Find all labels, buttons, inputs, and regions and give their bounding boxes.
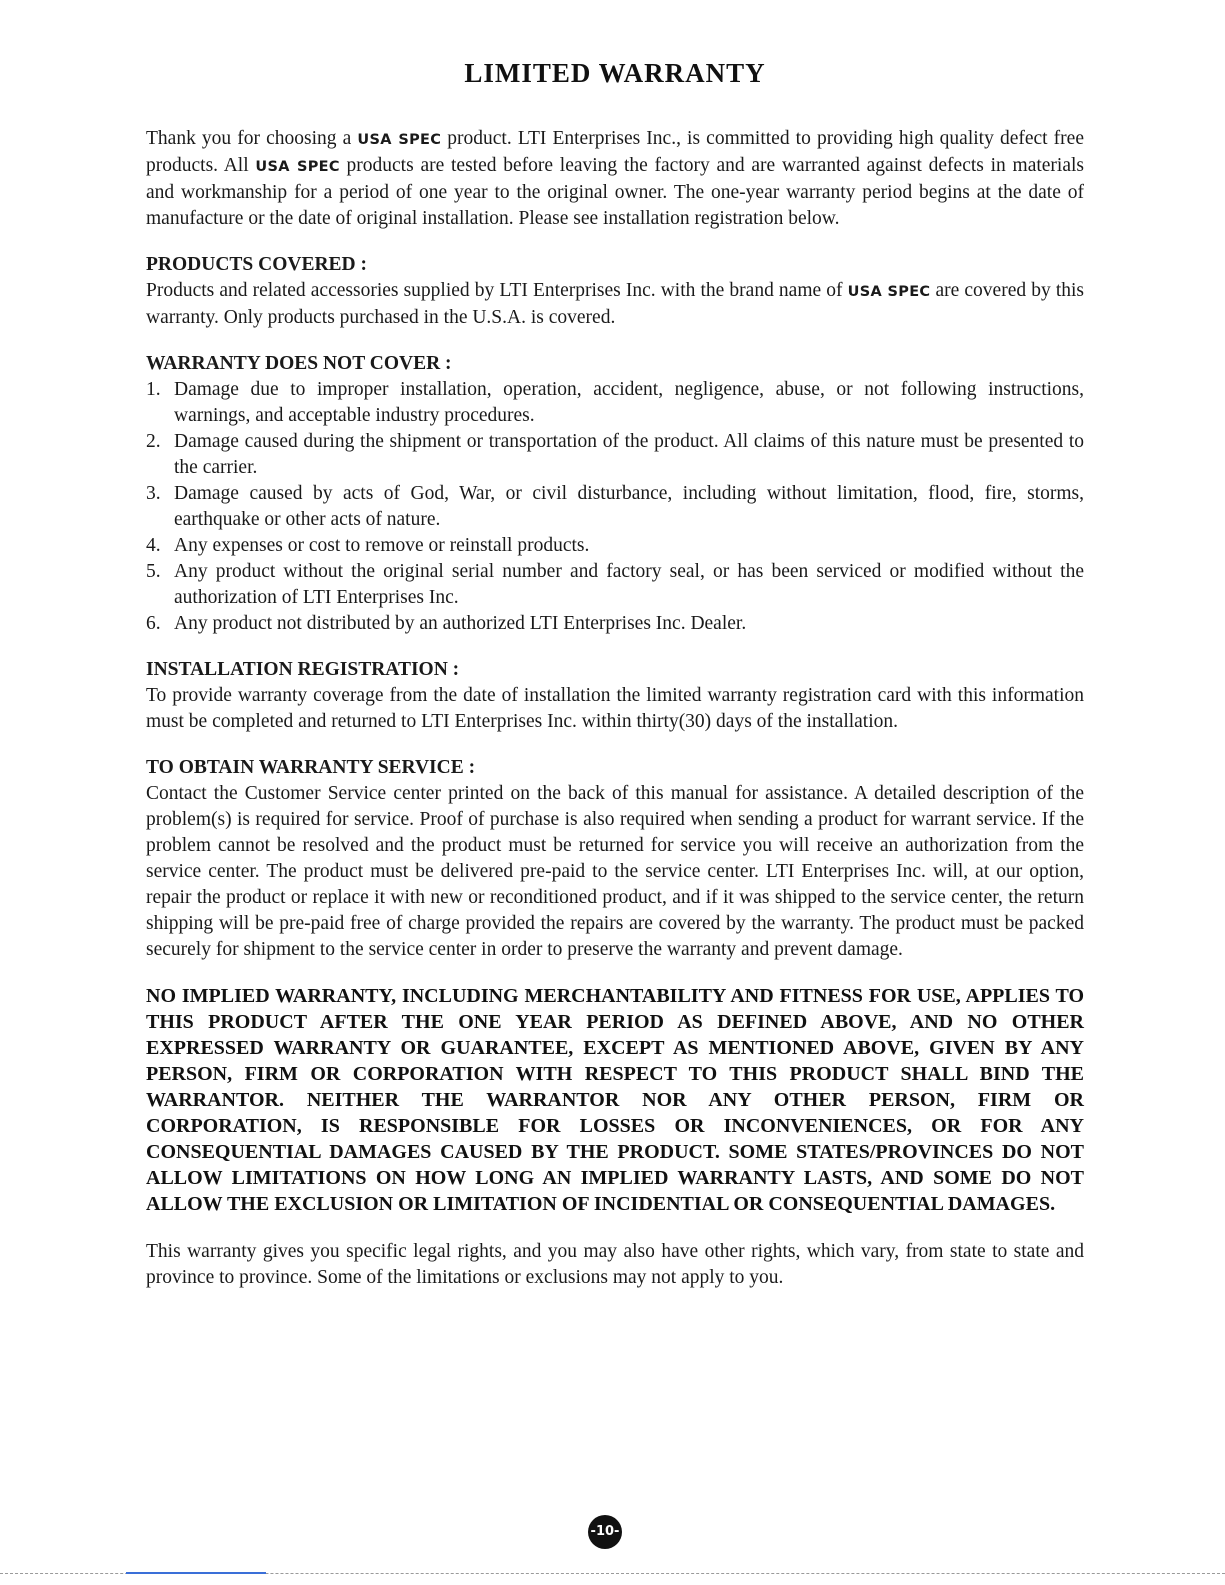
warranty-page bbox=[146, 58, 1084, 1291]
brand-logo: USA SPEC bbox=[255, 159, 340, 175]
installation-paragraph: To provide warranty coverage from the date of installation the limited warranty registration card with this information must be completed and returned to LTI Enterprises Inc. within thirty(30) days of the installation. bbox=[146, 685, 1084, 732]
page-number-badge: -10- bbox=[588, 1515, 622, 1549]
products-covered-text-2: are covered by this warranty. Only products purchased in the U.S.A. is covered. bbox=[146, 280, 1084, 328]
list-item bbox=[146, 611, 1084, 637]
not-covered-list bbox=[146, 377, 1084, 637]
list-item-text: Damage caused by acts of God, War, or civil disturbance, including without limitation, flood, fire, storms, earthquake or other acts of nature. bbox=[174, 483, 1084, 530]
products-covered-text-1: Products and related accessories supplied by LTI Enterprises Inc. with the brand name of bbox=[146, 280, 848, 301]
intro-text-2: product. LTI Enterprises Inc., is committed to providing high quality defect free products. All bbox=[146, 128, 1084, 176]
list-item-number: 4. bbox=[146, 535, 161, 556]
intro-text-1: Thank you for choosing a bbox=[146, 128, 358, 149]
products-covered-heading: PRODUCTS COVERED : bbox=[146, 254, 368, 275]
list-item-number: 1. bbox=[146, 379, 161, 400]
list-item-text: Any product without the original serial number and factory seal, or has been serviced or modified without the authorization of LTI Enterprises Inc. bbox=[174, 561, 1084, 608]
list-item-number: 3. bbox=[146, 483, 161, 504]
intro-paragraph bbox=[146, 126, 1084, 232]
page-title: LIMITED WARRANTY bbox=[464, 58, 766, 88]
page-bottom-mark bbox=[126, 1572, 266, 1574]
list-item-text: Damage caused during the shipment or transportation of the product. All claims of this nature must be presented to the carrier. bbox=[174, 431, 1084, 478]
products-covered-paragraph bbox=[146, 278, 1084, 331]
closing-paragraph: This warranty gives you specific legal rights, and you may also have other rights, which vary, from state to state and province to province. Some of the limitations or exclusions may not apply to you. bbox=[146, 1241, 1084, 1288]
list-item bbox=[146, 559, 1084, 611]
list-item-number: 2. bbox=[146, 431, 161, 452]
list-item-text: Any expenses or cost to remove or reinstall products. bbox=[174, 535, 590, 556]
list-item bbox=[146, 533, 1084, 559]
brand-logo: USA SPEC bbox=[357, 132, 442, 148]
service-heading: TO OBTAIN WARRANTY SERVICE : bbox=[146, 757, 476, 778]
implied-warranty-disclaimer: NO IMPLIED WARRANTY, INCLUDING MERCHANTABILITY AND FITNESS FOR USE, APPLIES TO THIS PRODUCT AFTER THE ONE YEAR PERIOD AS DEFINED ABOVE, AND NO OTHER EXPRESSED WARRANTY OR GUARANTEE, EXCEPT AS MENTIONED ABOVE, GIVEN BY ANY PERSON, FIRM OR CORPORATION WITH RESPECT TO THIS PRODUCT SHALL BIND THE WARRANTOR. NEITHER THE WARRANTOR NOR ANY OTHER PERSON, FIRM OR CORPORATION, IS RESPONSIBLE FOR LOSSES OR INCONVENIENCES, OR FOR ANY CONSEQUENTIAL DAMAGES CAUSED BY THE PRODUCT. SOME STATES/PROVINCES DO NOT ALLOW LIMITATIONS ON HOW LONG AN IMPLIED WARRANTY LASTS, AND SOME DO NOT ALLOW THE EXCLUSION OR LIMITATION OF INCIDENTIAL OR CONSEQUENTIAL DAMAGES. bbox=[146, 985, 1084, 1215]
list-item-number: 5. bbox=[146, 561, 161, 582]
list-item-text: Any product not distributed by an authorized LTI Enterprises Inc. Dealer. bbox=[174, 613, 747, 634]
list-item bbox=[146, 429, 1084, 481]
list-item-number: 6. bbox=[146, 613, 161, 634]
brand-logo: USA SPEC bbox=[847, 284, 931, 300]
intro-text-3: products are tested before leaving the factory and are warranted against defects in materials and workmanship for a period of one year to the original owner. The one-year warranty period begins at the date of manufacture or the date of original installation. Please see installation registration below. bbox=[146, 155, 1085, 229]
installation-heading: INSTALLATION REGISTRATION : bbox=[146, 659, 460, 680]
list-item-text: Damage due to improper installation, operation, accident, negligence, abuse, or not following instructions, warnings, and acceptable industry procedures. bbox=[174, 379, 1084, 426]
list-item bbox=[146, 481, 1084, 533]
service-paragraph: Contact the Customer Service center printed on the back of this manual for assistance. A detailed description of the problem(s) is required for service. Proof of purchase is also required when sending a product for warrant service. If the problem cannot be resolved and the product must be returned for service you will receive an authorization from the service center. The product must be delivered pre-paid to the service center. LTI Enterprises Inc. will, at our option, repair the product or replace it with new or reconditioned product, and if it was shipped to the service center, the return shipping will be pre-paid free of charge provided the repairs are covered by the warranty. The product must be packed securely for shipment to the service center in order to preserve the warranty and prevent damage. bbox=[146, 783, 1084, 960]
list-item bbox=[146, 377, 1084, 429]
not-covered-heading: WARRANTY DOES NOT COVER : bbox=[146, 353, 452, 374]
